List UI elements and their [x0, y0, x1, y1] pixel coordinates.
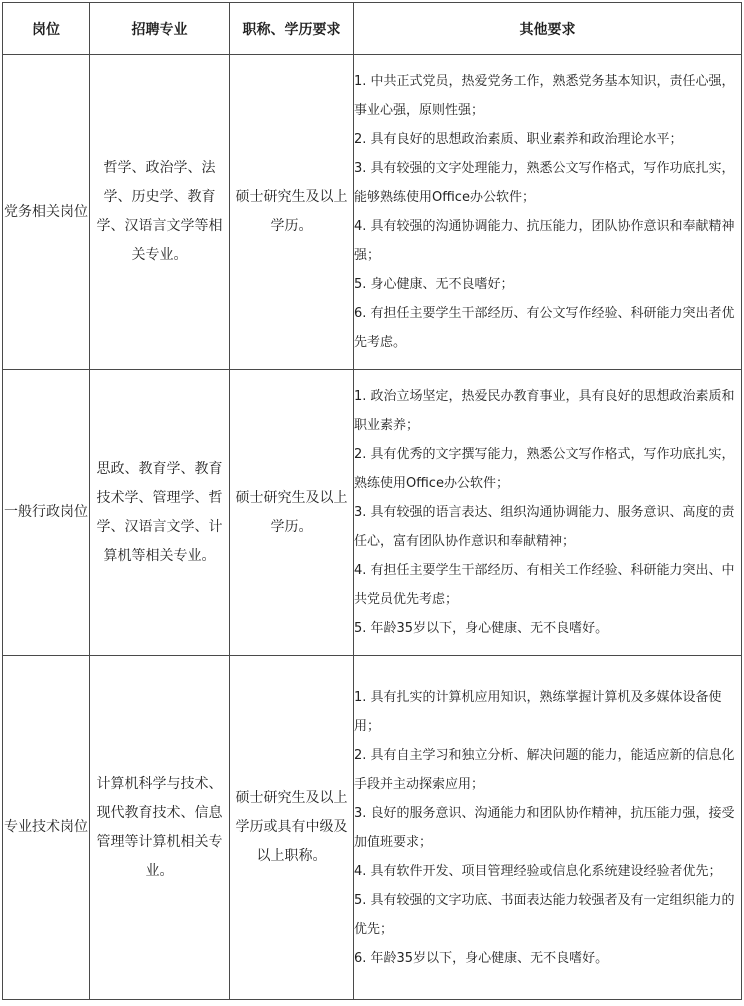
table-row [3, 656, 742, 1000]
requirement-item: 5. 具有较强的文字功底、书面表达能力较强者及有一定组织能力的优先； [354, 892, 735, 937]
requirement-item: 4. 具有软件开发、项目管理经验或信息化系统建设经验者优先； [354, 863, 722, 879]
header-row [3, 3, 742, 55]
major-cell: 哲学、政治学、法学、历史学、教育学、汉语言文学等相关专业。 [90, 55, 230, 370]
requirement-item: 1. 具有扎实的计算机应用知识，熟练掌握计算机及多媒体设备使用； [354, 689, 722, 734]
requirement-item: 1. 政治立场坚定，热爱民办教育事业，具有良好的思想政治素质和职业素养； [354, 389, 735, 433]
requirement-item: 6. 年龄35岁以下，身心健康、无不良嗜好。 [354, 950, 609, 966]
position-cell: 一般行政岗位 [3, 370, 90, 656]
requirement-item: 6. 有担任主要学生干部经历、有公文写作经验、科研能力突出者优先考虑。 [354, 306, 735, 350]
requirement-item: 1. 中共正式党员，热爱党务工作，熟悉党务基本知识，责任心强，事业心强，原则性强； [354, 74, 735, 118]
requirement-item: 2. 具有自主学习和独立分析、解决问题的能力，能适应新的信息化手段并主动探索应用； [354, 747, 735, 792]
requirement-item: 5. 年龄35岁以下，身心健康、无不良嗜好。 [354, 621, 609, 636]
requirement-item: 3. 具有较强的文字处理能力，熟悉公文写作格式，写作功底扎实，能够熟练使用Office办公软件； [354, 161, 735, 205]
major-cell: 计算机科学与技术、现代教育技术、信息管理等计算机相关专业。 [90, 656, 230, 1000]
header-requirement: 职称、学历要求 [230, 3, 354, 55]
requirement-cell: 硕士研究生及以上学历或具有中级及以上职称。 [230, 656, 354, 1000]
table-row [3, 370, 742, 656]
requirement-cell: 硕士研究生及以上学历。 [230, 370, 354, 656]
table-row [3, 55, 742, 370]
other-requirements-cell [354, 656, 742, 1000]
requirement-cell: 硕士研究生及以上学历。 [230, 55, 354, 370]
requirement-item: 2. 具有优秀的文字撰写能力，熟悉公文写作格式，写作功底扎实，熟练使用Office办公软件； [354, 447, 735, 491]
header-major: 招聘专业 [90, 3, 230, 55]
other-requirements-cell [354, 370, 742, 656]
requirement-item: 4. 有担任主要学生干部经历、有相关工作经验、科研能力突出、中共党员优先考虑； [354, 563, 735, 607]
requirement-item: 3. 具有较强的语言表达、组织沟通协调能力、服务意识、高度的责任心，富有团队协作意识和奉献精神； [354, 505, 735, 549]
requirement-item: 2. 具有良好的思想政治素质、职业素养和政治理论水平； [354, 132, 683, 147]
requirement-item: 5. 身心健康、无不良嗜好； [354, 277, 514, 292]
major-cell: 思政、教育学、教育技术学、管理学、哲学、汉语言文学、计算机等相关专业。 [90, 370, 230, 656]
header-position: 岗位 [3, 3, 90, 55]
position-cell: 党务相关岗位 [3, 55, 90, 370]
position-cell: 专业技术岗位 [3, 656, 90, 1000]
requirement-item: 4. 具有较强的沟通协调能力、抗压能力，团队协作意识和奉献精神强； [354, 219, 735, 263]
other-requirements-cell [354, 55, 742, 370]
recruitment-table [2, 2, 742, 1000]
header-other: 其他要求 [354, 3, 742, 55]
requirement-item: 3. 良好的服务意识、沟通能力和团队协作精神，抗压能力强，接受加值班要求； [354, 805, 735, 850]
